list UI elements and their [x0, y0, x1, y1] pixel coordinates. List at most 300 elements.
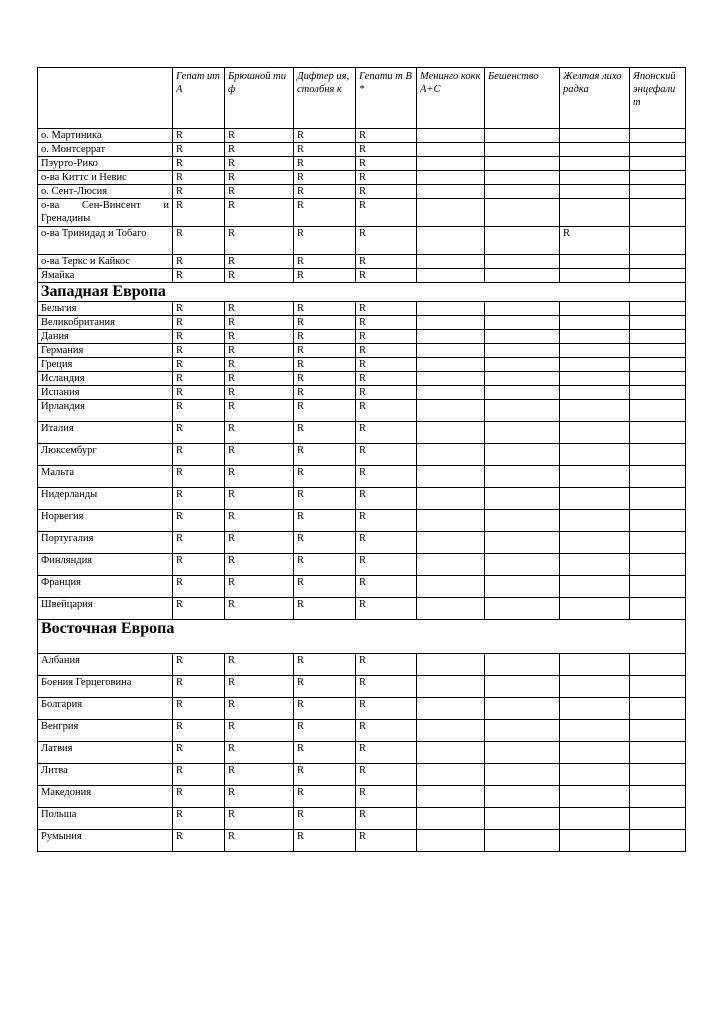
- mark-cell: R: [225, 199, 294, 227]
- mark-cell: R: [356, 764, 417, 786]
- mark-cell: [417, 330, 485, 344]
- mark-cell: R: [225, 554, 294, 576]
- table-row: [38, 269, 686, 283]
- mark-cell: [560, 742, 630, 764]
- mark-cell: R: [356, 720, 417, 742]
- mark-cell: R: [173, 171, 225, 185]
- mark-cell: R: [225, 255, 294, 269]
- mark-cell: R: [356, 698, 417, 720]
- mark-cell: R: [294, 830, 356, 852]
- header-country: [38, 68, 173, 129]
- mark-cell: R: [173, 554, 225, 576]
- mark-cell: R: [225, 372, 294, 386]
- mark-cell: [630, 488, 686, 510]
- mark-cell: [417, 143, 485, 157]
- mark-cell: [485, 255, 560, 269]
- mark-cell: R: [294, 171, 356, 185]
- mark-cell: R: [173, 344, 225, 358]
- mark-cell: R: [356, 358, 417, 372]
- mark-cell: [630, 698, 686, 720]
- mark-cell: R: [173, 227, 225, 255]
- mark-cell: [630, 676, 686, 698]
- mark-cell: [560, 358, 630, 372]
- table-row: [38, 143, 686, 157]
- mark-cell: [560, 830, 630, 852]
- mark-cell: R: [294, 386, 356, 400]
- mark-cell: [630, 830, 686, 852]
- mark-cell: R: [225, 786, 294, 808]
- mark-cell: [485, 808, 560, 830]
- mark-cell: [485, 269, 560, 283]
- mark-cell: [417, 129, 485, 143]
- mark-cell: R: [294, 316, 356, 330]
- mark-cell: R: [356, 330, 417, 344]
- mark-cell: R: [294, 488, 356, 510]
- table-row: [38, 742, 686, 764]
- mark-cell: R: [356, 576, 417, 598]
- table-row: [38, 532, 686, 554]
- table-row: [38, 302, 686, 316]
- mark-cell: R: [294, 554, 356, 576]
- mark-cell: [630, 808, 686, 830]
- mark-cell: [485, 598, 560, 620]
- mark-cell: R: [173, 808, 225, 830]
- mark-cell: [485, 488, 560, 510]
- country-cell: Финляндия: [38, 554, 173, 576]
- mark-cell: [560, 554, 630, 576]
- mark-cell: R: [173, 764, 225, 786]
- mark-cell: R: [225, 720, 294, 742]
- mark-cell: [417, 698, 485, 720]
- mark-cell: R: [356, 269, 417, 283]
- mark-cell: R: [356, 316, 417, 330]
- mark-cell: [560, 171, 630, 185]
- table-row: [38, 372, 686, 386]
- mark-cell: [560, 316, 630, 330]
- table-row: [38, 598, 686, 620]
- mark-cell: [630, 764, 686, 786]
- mark-cell: [630, 199, 686, 227]
- mark-cell: R: [225, 129, 294, 143]
- mark-cell: [560, 372, 630, 386]
- table-row: [38, 316, 686, 330]
- mark-cell: [560, 654, 630, 676]
- mark-cell: [485, 386, 560, 400]
- header-rabies: Бешенство: [485, 68, 560, 129]
- country-cell: Греция: [38, 358, 173, 372]
- mark-cell: [417, 171, 485, 185]
- mark-cell: R: [225, 830, 294, 852]
- header-hepatitis-a: Гепат ит А: [173, 68, 225, 129]
- mark-cell: [630, 422, 686, 444]
- mark-cell: [485, 129, 560, 143]
- table-row: [38, 720, 686, 742]
- mark-cell: R: [173, 654, 225, 676]
- mark-cell: [560, 255, 630, 269]
- country-cell: Болгария: [38, 698, 173, 720]
- mark-cell: R: [225, 742, 294, 764]
- mark-cell: R: [294, 344, 356, 358]
- mark-cell: R: [173, 269, 225, 283]
- mark-cell: R: [225, 302, 294, 316]
- mark-cell: R: [225, 444, 294, 466]
- country-cell: Венгрия: [38, 720, 173, 742]
- mark-cell: R: [356, 344, 417, 358]
- table-row: [38, 358, 686, 372]
- mark-cell: R: [225, 808, 294, 830]
- mark-cell: R: [356, 830, 417, 852]
- mark-cell: [560, 786, 630, 808]
- mark-cell: [417, 316, 485, 330]
- mark-cell: R: [173, 330, 225, 344]
- mark-cell: R: [356, 676, 417, 698]
- mark-cell: R: [356, 400, 417, 422]
- mark-cell: R: [294, 269, 356, 283]
- mark-cell: [560, 185, 630, 199]
- country-cell: Польша: [38, 808, 173, 830]
- mark-cell: R: [294, 466, 356, 488]
- country-cell: Люксембург: [38, 444, 173, 466]
- mark-cell: R: [225, 157, 294, 171]
- mark-cell: R: [356, 444, 417, 466]
- country-cell: о. Сент-Люсия: [38, 185, 173, 199]
- mark-cell: R: [294, 786, 356, 808]
- mark-cell: [485, 466, 560, 488]
- mark-cell: R: [173, 698, 225, 720]
- country-cell: Румыния: [38, 830, 173, 852]
- header-hepatitis-b: Гепати т В*: [356, 68, 417, 129]
- country-cell: Боения Герцеговина: [38, 676, 173, 698]
- country-cell: Ямайка: [38, 269, 173, 283]
- mark-cell: [417, 676, 485, 698]
- mark-cell: R: [294, 510, 356, 532]
- mark-cell: R: [173, 720, 225, 742]
- mark-cell: R: [173, 143, 225, 157]
- table-row: [38, 554, 686, 576]
- table-row: [38, 422, 686, 444]
- mark-cell: R: [173, 302, 225, 316]
- mark-cell: [560, 510, 630, 532]
- country-cell: Нидерланды: [38, 488, 173, 510]
- header-yellow-fever: Желтая лихорадка: [560, 68, 630, 129]
- mark-cell: [560, 532, 630, 554]
- mark-cell: [417, 598, 485, 620]
- mark-cell: R: [294, 199, 356, 227]
- mark-cell: [630, 316, 686, 330]
- mark-cell: R: [356, 129, 417, 143]
- mark-cell: [560, 143, 630, 157]
- table-body: [38, 129, 686, 852]
- mark-cell: R: [173, 786, 225, 808]
- mark-cell: [485, 358, 560, 372]
- table-row: [38, 344, 686, 358]
- mark-cell: [417, 830, 485, 852]
- mark-cell: R: [356, 157, 417, 171]
- mark-cell: [485, 786, 560, 808]
- mark-cell: [560, 598, 630, 620]
- mark-cell: R: [225, 344, 294, 358]
- mark-cell: [417, 654, 485, 676]
- mark-cell: [485, 698, 560, 720]
- mark-cell: R: [225, 358, 294, 372]
- mark-cell: R: [294, 742, 356, 764]
- mark-cell: R: [294, 330, 356, 344]
- mark-cell: [560, 129, 630, 143]
- mark-cell: [417, 372, 485, 386]
- mark-cell: [485, 199, 560, 227]
- country-cell: о. Монтсеррат: [38, 143, 173, 157]
- mark-cell: R: [225, 654, 294, 676]
- mark-cell: [630, 598, 686, 620]
- mark-cell: R: [225, 400, 294, 422]
- country-cell: Латвия: [38, 742, 173, 764]
- mark-cell: R: [225, 316, 294, 330]
- mark-cell: R: [173, 576, 225, 598]
- mark-cell: [560, 676, 630, 698]
- mark-cell: [560, 698, 630, 720]
- section-heading-row: [38, 620, 686, 654]
- mark-cell: [485, 227, 560, 255]
- mark-cell: [485, 344, 560, 358]
- mark-cell: R: [294, 764, 356, 786]
- mark-cell: [560, 422, 630, 444]
- mark-cell: [630, 255, 686, 269]
- mark-cell: R: [173, 532, 225, 554]
- table-row: [38, 185, 686, 199]
- mark-cell: [630, 386, 686, 400]
- mark-cell: R: [356, 742, 417, 764]
- mark-cell: [630, 269, 686, 283]
- mark-cell: R: [294, 372, 356, 386]
- mark-cell: [485, 720, 560, 742]
- mark-cell: [485, 444, 560, 466]
- mark-cell: [560, 386, 630, 400]
- mark-cell: R: [173, 358, 225, 372]
- table-row: [38, 386, 686, 400]
- table-row: [38, 698, 686, 720]
- mark-cell: R: [356, 255, 417, 269]
- mark-cell: [417, 358, 485, 372]
- mark-cell: [417, 742, 485, 764]
- mark-cell: R: [294, 400, 356, 422]
- country-cell: Швейцария: [38, 598, 173, 620]
- mark-cell: R: [294, 576, 356, 598]
- country-cell: Испания: [38, 386, 173, 400]
- mark-cell: R: [225, 532, 294, 554]
- mark-cell: [485, 422, 560, 444]
- country-cell: Пэурто-Рико: [38, 157, 173, 171]
- mark-cell: R: [294, 185, 356, 199]
- mark-cell: [417, 488, 485, 510]
- mark-cell: R: [225, 422, 294, 444]
- country-cell: Македония: [38, 786, 173, 808]
- mark-cell: [630, 185, 686, 199]
- mark-cell: R: [356, 185, 417, 199]
- mark-cell: R: [294, 532, 356, 554]
- table-row: [38, 510, 686, 532]
- mark-cell: R: [173, 199, 225, 227]
- mark-cell: R: [294, 358, 356, 372]
- table-row: [38, 488, 686, 510]
- mark-cell: R: [225, 698, 294, 720]
- country-cell: Италия: [38, 422, 173, 444]
- mark-cell: R: [356, 143, 417, 157]
- section-heading-row: [38, 283, 686, 302]
- mark-cell: [485, 185, 560, 199]
- mark-cell: R: [225, 510, 294, 532]
- mark-cell: [560, 400, 630, 422]
- mark-cell: R: [173, 316, 225, 330]
- mark-cell: [630, 330, 686, 344]
- mark-cell: [560, 302, 630, 316]
- country-cell: Великобритания: [38, 316, 173, 330]
- mark-cell: [630, 576, 686, 598]
- mark-cell: [630, 171, 686, 185]
- mark-cell: R: [225, 185, 294, 199]
- mark-cell: [485, 654, 560, 676]
- mark-cell: R: [356, 199, 417, 227]
- mark-cell: [417, 157, 485, 171]
- mark-cell: [417, 720, 485, 742]
- header-diphtheria-tetanus: Дифтер ия, столбня к: [294, 68, 356, 129]
- mark-cell: R: [356, 786, 417, 808]
- mark-cell: R: [225, 576, 294, 598]
- mark-cell: R: [294, 129, 356, 143]
- country-cell: Португалия: [38, 532, 173, 554]
- mark-cell: R: [173, 830, 225, 852]
- mark-cell: [485, 510, 560, 532]
- mark-cell: [485, 676, 560, 698]
- mark-cell: R: [294, 808, 356, 830]
- mark-cell: R: [294, 227, 356, 255]
- mark-cell: [417, 764, 485, 786]
- table-row: [38, 654, 686, 676]
- table-row: [38, 199, 686, 227]
- mark-cell: [485, 576, 560, 598]
- mark-cell: [630, 466, 686, 488]
- mark-cell: [560, 157, 630, 171]
- table-row: [38, 444, 686, 466]
- mark-cell: R: [173, 510, 225, 532]
- country-cell: о-ва Теркс и Кайкос: [38, 255, 173, 269]
- mark-cell: [485, 764, 560, 786]
- mark-cell: [630, 143, 686, 157]
- mark-cell: [630, 372, 686, 386]
- table-row: [38, 157, 686, 171]
- mark-cell: R: [294, 255, 356, 269]
- mark-cell: [417, 808, 485, 830]
- table-row: [38, 255, 686, 269]
- mark-cell: [417, 269, 485, 283]
- table-row: [38, 466, 686, 488]
- mark-cell: [560, 720, 630, 742]
- mark-cell: [417, 554, 485, 576]
- table-row: [38, 830, 686, 852]
- mark-cell: [485, 372, 560, 386]
- mark-cell: [417, 786, 485, 808]
- mark-cell: R: [356, 532, 417, 554]
- mark-cell: [630, 654, 686, 676]
- mark-cell: [417, 510, 485, 532]
- mark-cell: [630, 532, 686, 554]
- mark-cell: [560, 808, 630, 830]
- mark-cell: [560, 488, 630, 510]
- mark-cell: [630, 129, 686, 143]
- table-row: [38, 227, 686, 255]
- mark-cell: R: [173, 129, 225, 143]
- mark-cell: [417, 255, 485, 269]
- mark-cell: R: [294, 654, 356, 676]
- mark-cell: [485, 143, 560, 157]
- country-cell: о-ва Тринидад и Тобаго: [38, 227, 173, 255]
- mark-cell: [417, 185, 485, 199]
- country-cell: Мальта: [38, 466, 173, 488]
- mark-cell: R: [356, 654, 417, 676]
- mark-cell: R: [356, 302, 417, 316]
- table-row: [38, 171, 686, 185]
- mark-cell: R: [294, 720, 356, 742]
- table-row: [38, 400, 686, 422]
- mark-cell: R: [294, 698, 356, 720]
- mark-cell: R: [294, 143, 356, 157]
- mark-cell: [630, 786, 686, 808]
- mark-cell: R: [173, 488, 225, 510]
- mark-cell: R: [173, 598, 225, 620]
- country-cell: Албания: [38, 654, 173, 676]
- mark-cell: [630, 742, 686, 764]
- mark-cell: [417, 302, 485, 316]
- country-cell: Германия: [38, 344, 173, 358]
- mark-cell: R: [225, 269, 294, 283]
- mark-cell: [560, 444, 630, 466]
- mark-cell: [560, 466, 630, 488]
- mark-cell: R: [356, 808, 417, 830]
- header-japanese-encephalitis: Японский энцефалит: [630, 68, 686, 129]
- mark-cell: [630, 358, 686, 372]
- mark-cell: [485, 157, 560, 171]
- country-cell: Ирландия: [38, 400, 173, 422]
- mark-cell: R: [225, 466, 294, 488]
- mark-cell: [630, 227, 686, 255]
- section-title: Восточная Европа: [38, 620, 686, 654]
- mark-cell: [630, 510, 686, 532]
- mark-cell: R: [294, 302, 356, 316]
- section-title: Западная Европа: [38, 283, 686, 302]
- table-row: [38, 576, 686, 598]
- mark-cell: R: [225, 764, 294, 786]
- mark-cell: [485, 742, 560, 764]
- country-cell: о-ва Сен-Винсент и Гренадины: [38, 199, 173, 227]
- mark-cell: R: [173, 676, 225, 698]
- mark-cell: [417, 227, 485, 255]
- mark-cell: [417, 422, 485, 444]
- mark-cell: R: [173, 400, 225, 422]
- table-row: [38, 808, 686, 830]
- mark-cell: R: [225, 330, 294, 344]
- mark-cell: R: [225, 598, 294, 620]
- mark-cell: [417, 576, 485, 598]
- mark-cell: [630, 444, 686, 466]
- mark-cell: R: [356, 171, 417, 185]
- table-header: [38, 68, 686, 129]
- country-cell: Литва: [38, 764, 173, 786]
- mark-cell: [485, 330, 560, 344]
- mark-cell: [630, 720, 686, 742]
- mark-cell: R: [294, 422, 356, 444]
- mark-cell: [485, 554, 560, 576]
- mark-cell: R: [294, 444, 356, 466]
- country-cell: о-ва Киттс и Невис: [38, 171, 173, 185]
